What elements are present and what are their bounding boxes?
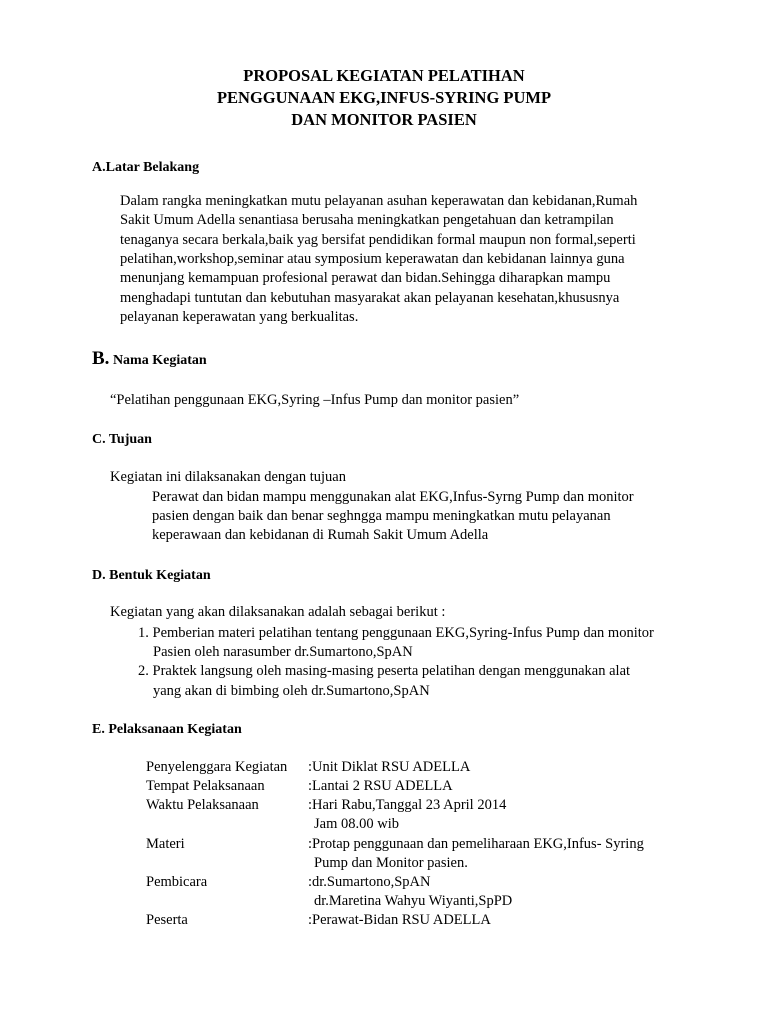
section-d-intro: Kegiatan yang akan dilaksanakan adalah sebagai berikut :	[110, 604, 446, 620]
section-d-item-1-cont: Pasien oleh narasumber dr.Sumartono,SpAN	[153, 644, 413, 660]
title-line-1: PROPOSAL KEGIATAN PELATIHAN	[243, 66, 525, 85]
section-d-item-2: 2. Praktek langsung oleh masing-masing peserta pelatihan dengan menggunakan alat	[138, 663, 631, 679]
section-a-line: Dalam rangka meningkatkan mutu pelayanan asuhan keperawatan dan kebidanan,Rumah	[120, 193, 638, 209]
section-a-line: pelatihan,workshop,seminar atau symposium keperawatan dan kebidanan lainnya guna	[120, 251, 625, 267]
row-label: Waktu Pelaksanaan	[146, 797, 259, 813]
title-line-2: PENGGUNAAN EKG,INFUS-SYRING PUMP	[216, 88, 552, 107]
section-a-line: Sakit Umum Adella senantiasa berusaha meningkatkan pengetahuan dan ketrampilan	[120, 212, 614, 228]
section-c-heading: C. Tujuan	[92, 432, 152, 447]
section-d-item-1: 1. Pemberian materi pelatihan tentang penggunaan EKG,Syring-Infus Pump dan monitor	[138, 625, 654, 641]
section-b-letter: B.	[92, 348, 110, 369]
section-b-title: Nama Kegiatan	[112, 353, 207, 368]
row-value: :dr.Sumartono,SpAN	[308, 874, 431, 890]
row-value-cont: Jam 08.00 wib	[314, 816, 399, 832]
section-c-line: Perawat dan bidan mampu menggunakan alat EKG,Infus-Syrng Pump dan monitor	[152, 489, 634, 505]
section-b-heading	[92, 348, 207, 370]
section-a-line: pelayanan keperawatan yang berkualitas.	[120, 309, 359, 325]
row-label: Pembicara	[146, 874, 208, 890]
row-value: :Hari Rabu,Tanggal 23 April 2014	[308, 797, 507, 813]
row-label: Penyelenggara Kegiatan	[146, 759, 288, 775]
section-c-line: pasien dengan baik dan benar seghngga mampu meningkatkan mutu pelayanan	[152, 508, 611, 524]
section-d-heading: D. Bentuk Kegiatan	[92, 568, 211, 583]
row-value: :Perawat-Bidan RSU ADELLA	[308, 912, 491, 928]
row-label: Tempat Pelaksanaan	[146, 778, 265, 794]
section-e-heading: E. Pelaksanaan Kegiatan	[92, 722, 242, 737]
row-value: :Protap penggunaan dan pemeliharaan EKG,Infus- Syring	[308, 836, 644, 852]
row-label: Materi	[146, 836, 185, 852]
section-c-intro: Kegiatan ini dilaksanakan dengan tujuan	[110, 469, 346, 485]
section-a-heading: A.Latar Belakang	[92, 160, 200, 175]
row-value-cont: Pump dan Monitor pasien.	[314, 855, 468, 871]
title-line-3: DAN MONITOR PASIEN	[291, 110, 477, 129]
section-a-line: menunjang kemampuan profesional perawat dan bidan.Sehingga diharapkan mampu	[120, 270, 611, 286]
row-label: Peserta	[146, 912, 188, 928]
section-c-line: keperawaan dan kebidanan di Rumah Sakit Umum Adella	[152, 527, 489, 543]
section-d-item-2-cont: yang akan di bimbing oleh dr.Sumartono,SpAN	[153, 683, 430, 699]
row-value: :Unit Diklat RSU ADELLA	[308, 759, 471, 775]
section-a-line: menghadapi tuntutan dan kebutuhan masyarakat akan pelayanan kesehatan,khususnya	[120, 290, 620, 306]
section-a-line: tenaganya secara berkala,baik yag bersifat pendidikan formal maupun non formal,seperti	[120, 232, 636, 248]
row-value-cont: dr.Maretina Wahyu Wiyanti,SpPD	[314, 893, 513, 909]
row-value: :Lantai 2 RSU ADELLA	[308, 778, 453, 794]
section-b-text: “Pelatihan penggunaan EKG,Syring –Infus Pump dan monitor pasien”	[110, 392, 520, 408]
